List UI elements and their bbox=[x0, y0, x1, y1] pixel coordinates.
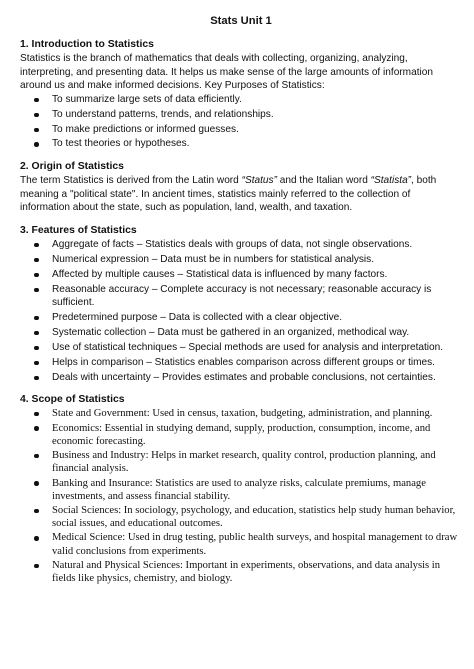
list-item bbox=[52, 283, 462, 310]
bullet-icon bbox=[34, 288, 39, 293]
list-item-text: Systematic collection – Data must be gathered in an organized, methodical way. bbox=[52, 326, 410, 338]
section-heading: 4. Scope of Statistics bbox=[20, 394, 125, 406]
list-item bbox=[52, 341, 462, 355]
section-introduction bbox=[20, 38, 462, 151]
list-item bbox=[52, 559, 462, 585]
bullet-icon bbox=[34, 412, 39, 417]
document-title: Stats Unit 1 bbox=[210, 15, 272, 27]
list-item bbox=[52, 356, 462, 370]
list-item bbox=[52, 449, 462, 475]
list-item-text: Natural and Physical Sciences: Important in experiments, observations, and data analysis in fields like physics, chemistry, and biology. bbox=[52, 559, 441, 585]
list-item bbox=[52, 504, 462, 530]
bullet-icon bbox=[34, 564, 39, 569]
list-item-text: Economics: Essential in studying demand, supply, production, consumption, income, and economic forecasting. bbox=[52, 422, 431, 447]
bullet-icon bbox=[34, 113, 39, 118]
bullet-icon bbox=[34, 361, 39, 366]
paragraph-text: and the Italian word bbox=[276, 175, 371, 187]
bullet-icon bbox=[34, 536, 39, 541]
list-item-text: To test theories or hypotheses. bbox=[52, 138, 190, 150]
section-origin bbox=[20, 160, 462, 215]
scope-list bbox=[20, 407, 462, 585]
list-item bbox=[52, 238, 462, 252]
italian-term: “Statista” bbox=[370, 175, 412, 187]
list-item bbox=[52, 422, 462, 448]
list-item-text: To understand patterns, trends, and relationships. bbox=[52, 108, 274, 120]
list-item bbox=[52, 371, 462, 385]
purposes-list bbox=[20, 93, 462, 151]
bullet-icon bbox=[34, 346, 39, 351]
list-item bbox=[52, 531, 462, 557]
list-item-text: Banking and Insurance: Statistics are used to analyze risks, calculate premiums, manage investments, and assess financial stability. bbox=[52, 477, 426, 502]
list-item-text: Reasonable accuracy – Complete accuracy is not necessary; reasonable accuracy is sufficient. bbox=[52, 283, 432, 309]
bullet-icon bbox=[34, 454, 39, 459]
bullet-icon bbox=[34, 243, 39, 248]
features-list bbox=[20, 238, 462, 384]
list-item bbox=[52, 311, 462, 325]
list-item-text: To summarize large sets of data efficiently. bbox=[52, 93, 242, 105]
bullet-icon bbox=[34, 331, 39, 336]
list-item-text: Helps in comparison – Statistics enables comparison across different groups or times. bbox=[52, 356, 435, 368]
list-item-text: Medical Science: Used in drug testing, public health surveys, and hospital management to draw valid conclusions from experiments. bbox=[52, 532, 458, 557]
section-scope bbox=[20, 393, 462, 585]
list-item-text: Numerical expression – Data must be in numbers for statistical analysis. bbox=[52, 253, 375, 265]
section-features bbox=[20, 224, 462, 384]
section-paragraph: Statistics is the branch of mathematics that deals with collecting, organizing, analyzing, interpreting, and presenting data. It helps us make sense of the large amounts of information around us and make informed decisions. Key Purposes of Statistics: bbox=[20, 53, 433, 92]
list-item bbox=[52, 326, 462, 340]
bullet-icon bbox=[34, 273, 39, 278]
section-heading: 3. Features of Statistics bbox=[20, 224, 137, 236]
list-item bbox=[52, 137, 462, 151]
list-item-text: Predetermined purpose – Data is collected with a clear objective. bbox=[52, 311, 343, 323]
list-item-text: Business and Industry: Helps in market research, quality control, production planning, and financial analysis. bbox=[52, 450, 436, 475]
bullet-icon bbox=[34, 509, 39, 514]
list-item-text: Use of statistical techniques – Special methods are used for analysis and interpretation. bbox=[52, 341, 444, 353]
list-item bbox=[52, 253, 462, 267]
bullet-icon bbox=[34, 128, 39, 133]
bullet-icon bbox=[34, 316, 39, 321]
section-paragraph bbox=[20, 174, 462, 215]
section-heading: 1. Introduction to Statistics bbox=[20, 39, 154, 50]
list-item-text: State and Government: Used in census, taxation, budgeting, administration, and planning. bbox=[52, 408, 433, 420]
list-item bbox=[52, 477, 462, 503]
paragraph-text: , both meaning a "political state". In ancient times, statistics mainly referred to the collection of information about the state, such as population, land, wealth, and taxation. bbox=[20, 175, 437, 214]
list-item-text: Aggregate of facts – Statistics deals with groups of data, not single observations. bbox=[52, 238, 413, 250]
latin-term: “Status” bbox=[241, 175, 277, 187]
bullet-icon bbox=[34, 258, 39, 263]
bullet-icon bbox=[34, 376, 39, 381]
list-item bbox=[52, 123, 462, 137]
list-item bbox=[52, 93, 462, 107]
bullet-icon bbox=[34, 426, 39, 431]
list-item-text: Affected by multiple causes – Statistical data is influenced by many factors. bbox=[52, 268, 388, 280]
paragraph-text: The term Statistics is derived from the Latin word bbox=[20, 175, 242, 187]
list-item-text: Social Sciences: In sociology, psychology, and education, statistics help study human behavior, social issues, and educational outcomes. bbox=[52, 504, 456, 530]
list-item-text: To make predictions or informed guesses. bbox=[52, 123, 239, 135]
bullet-icon bbox=[34, 142, 39, 147]
list-item-text: Deals with uncertainty – Provides estimates and probable conclusions, not certainties. bbox=[52, 371, 436, 383]
list-item bbox=[52, 268, 462, 282]
bullet-icon bbox=[34, 98, 39, 103]
list-item bbox=[52, 108, 462, 122]
list-item bbox=[52, 407, 462, 420]
bullet-icon bbox=[34, 481, 39, 486]
section-heading: 2. Origin of Statistics bbox=[20, 161, 124, 173]
